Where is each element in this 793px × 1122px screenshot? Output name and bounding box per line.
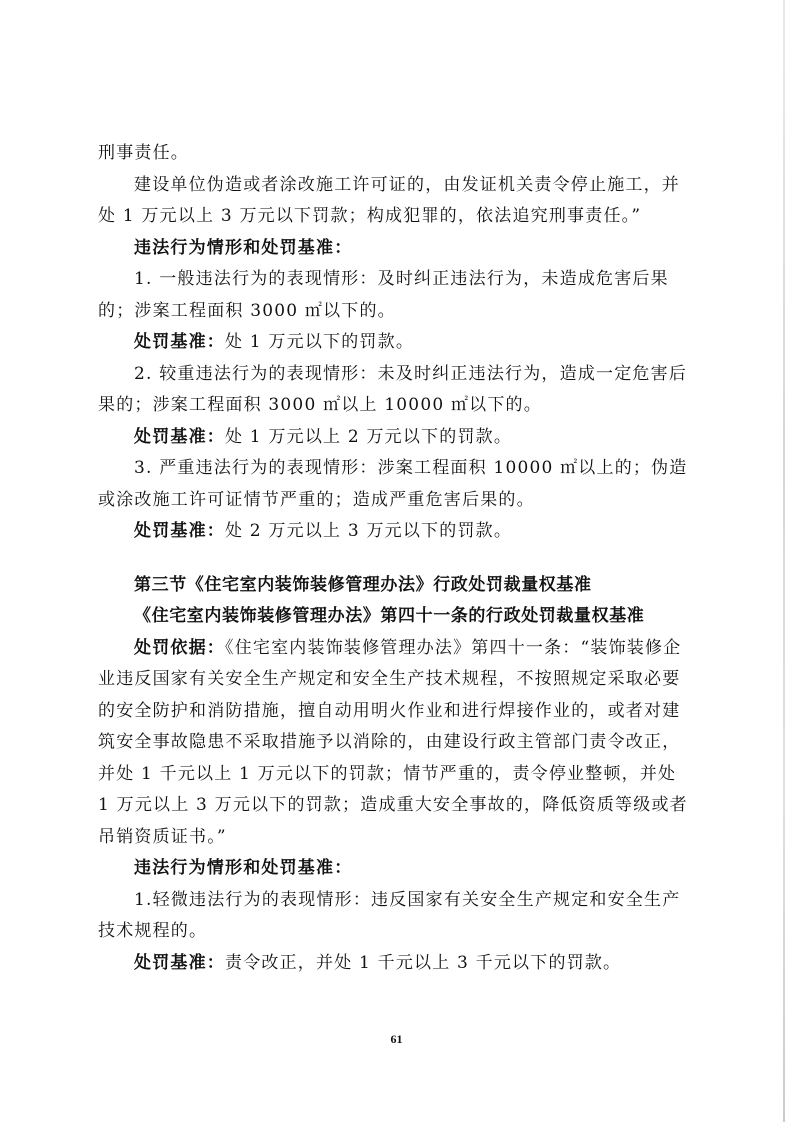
page-body	[98, 138, 688, 979]
penalty-standard-4	[98, 948, 688, 980]
paragraph-continuation: 刑事责任。	[98, 143, 189, 163]
penalty-standard-1	[98, 327, 688, 359]
penalty-label: 处罚基准：	[134, 521, 225, 541]
penalty-standard-2	[98, 422, 688, 454]
subsection-title: 《住宅室内装饰装修管理办法》第四十一条的行政处罚裁量权基准	[134, 606, 645, 626]
penalty-label: 处罚基准：	[134, 952, 225, 973]
penalty-text: 处 1 万元以上 2 万元以下的罚款。	[225, 426, 513, 447]
penalty-text: 处 2 万元以上 3 万元以下的罚款。	[225, 521, 513, 541]
section-title: 第三节《住宅室内装饰装修管理办法》行政处罚裁量权基准	[134, 574, 592, 595]
item-minor-violation: 1.轻微违法行为的表现情形：违反国家有关安全生产规定和安全生产技术规程的。	[98, 889, 681, 941]
penalty-standard-3	[98, 516, 688, 548]
penalty-label: 处罚基准：	[134, 426, 225, 447]
scan-edge-shadow	[783, 0, 785, 1122]
heading-violation-cases: 违法行为情形和处罚基准：	[134, 237, 353, 258]
item-general-violation: 1. 一般违法行为的表现情形：及时纠正违法行为，未造成危害后果的；涉案工程面积 3000 ㎡以下的。	[98, 269, 669, 321]
paragraph-permit-forgery: 建设单位伪造或者涂改施工许可证的，由发证机关责令停止施工，并处 1 万元以上 3 万元以下罚款；构成犯罪的，依法追究刑事责任。”	[98, 174, 680, 226]
penalty-text: 处 1 万元以下的罚款。	[225, 332, 415, 352]
basis-label: 处罚依据：	[134, 637, 225, 658]
penalty-basis	[98, 633, 688, 854]
heading-violation-cases-2: 违法行为情形和处罚基准：	[134, 858, 353, 878]
item-severe-violation: 3. 严重违法行为的表现情形：涉案工程面积 10000 ㎡以上的；伪造或涂改施工许可证情节严重的；造成严重危害后果的。	[98, 458, 688, 510]
item-serious-violation: 2. 较重违法行为的表现情形：未及时纠正违法行为，造成一定危害后果的；涉案工程面积 3000 ㎡以上 10000 ㎡以下的。	[98, 363, 688, 415]
penalty-text: 责令改正，并处 1 千元以上 3 千元以下的罚款。	[225, 952, 622, 973]
penalty-label: 处罚基准：	[134, 332, 225, 352]
page-number: 61	[390, 1032, 403, 1046]
section-spacer	[98, 548, 688, 570]
basis-text: 《住宅室内装饰装修管理办法》第四十一条：“装饰装修企业违反国家有关安全生产规定和安全生产技术规程，不按照规定采取必要的安全防护和消防措施，擅自动用明火作业和进行焊接作业的，或者对建筑安全事故隐患不采取措施予以消除的，由建设行政主管部门责令改正，并处 1 千元以上 1 万元以下的罚款；情节严重的，责令停业整顿，并处 1 万元以上 3 万元以下的罚款；造成重大安全事故的，降低资质等级或者吊销资质证书。”	[98, 637, 688, 847]
